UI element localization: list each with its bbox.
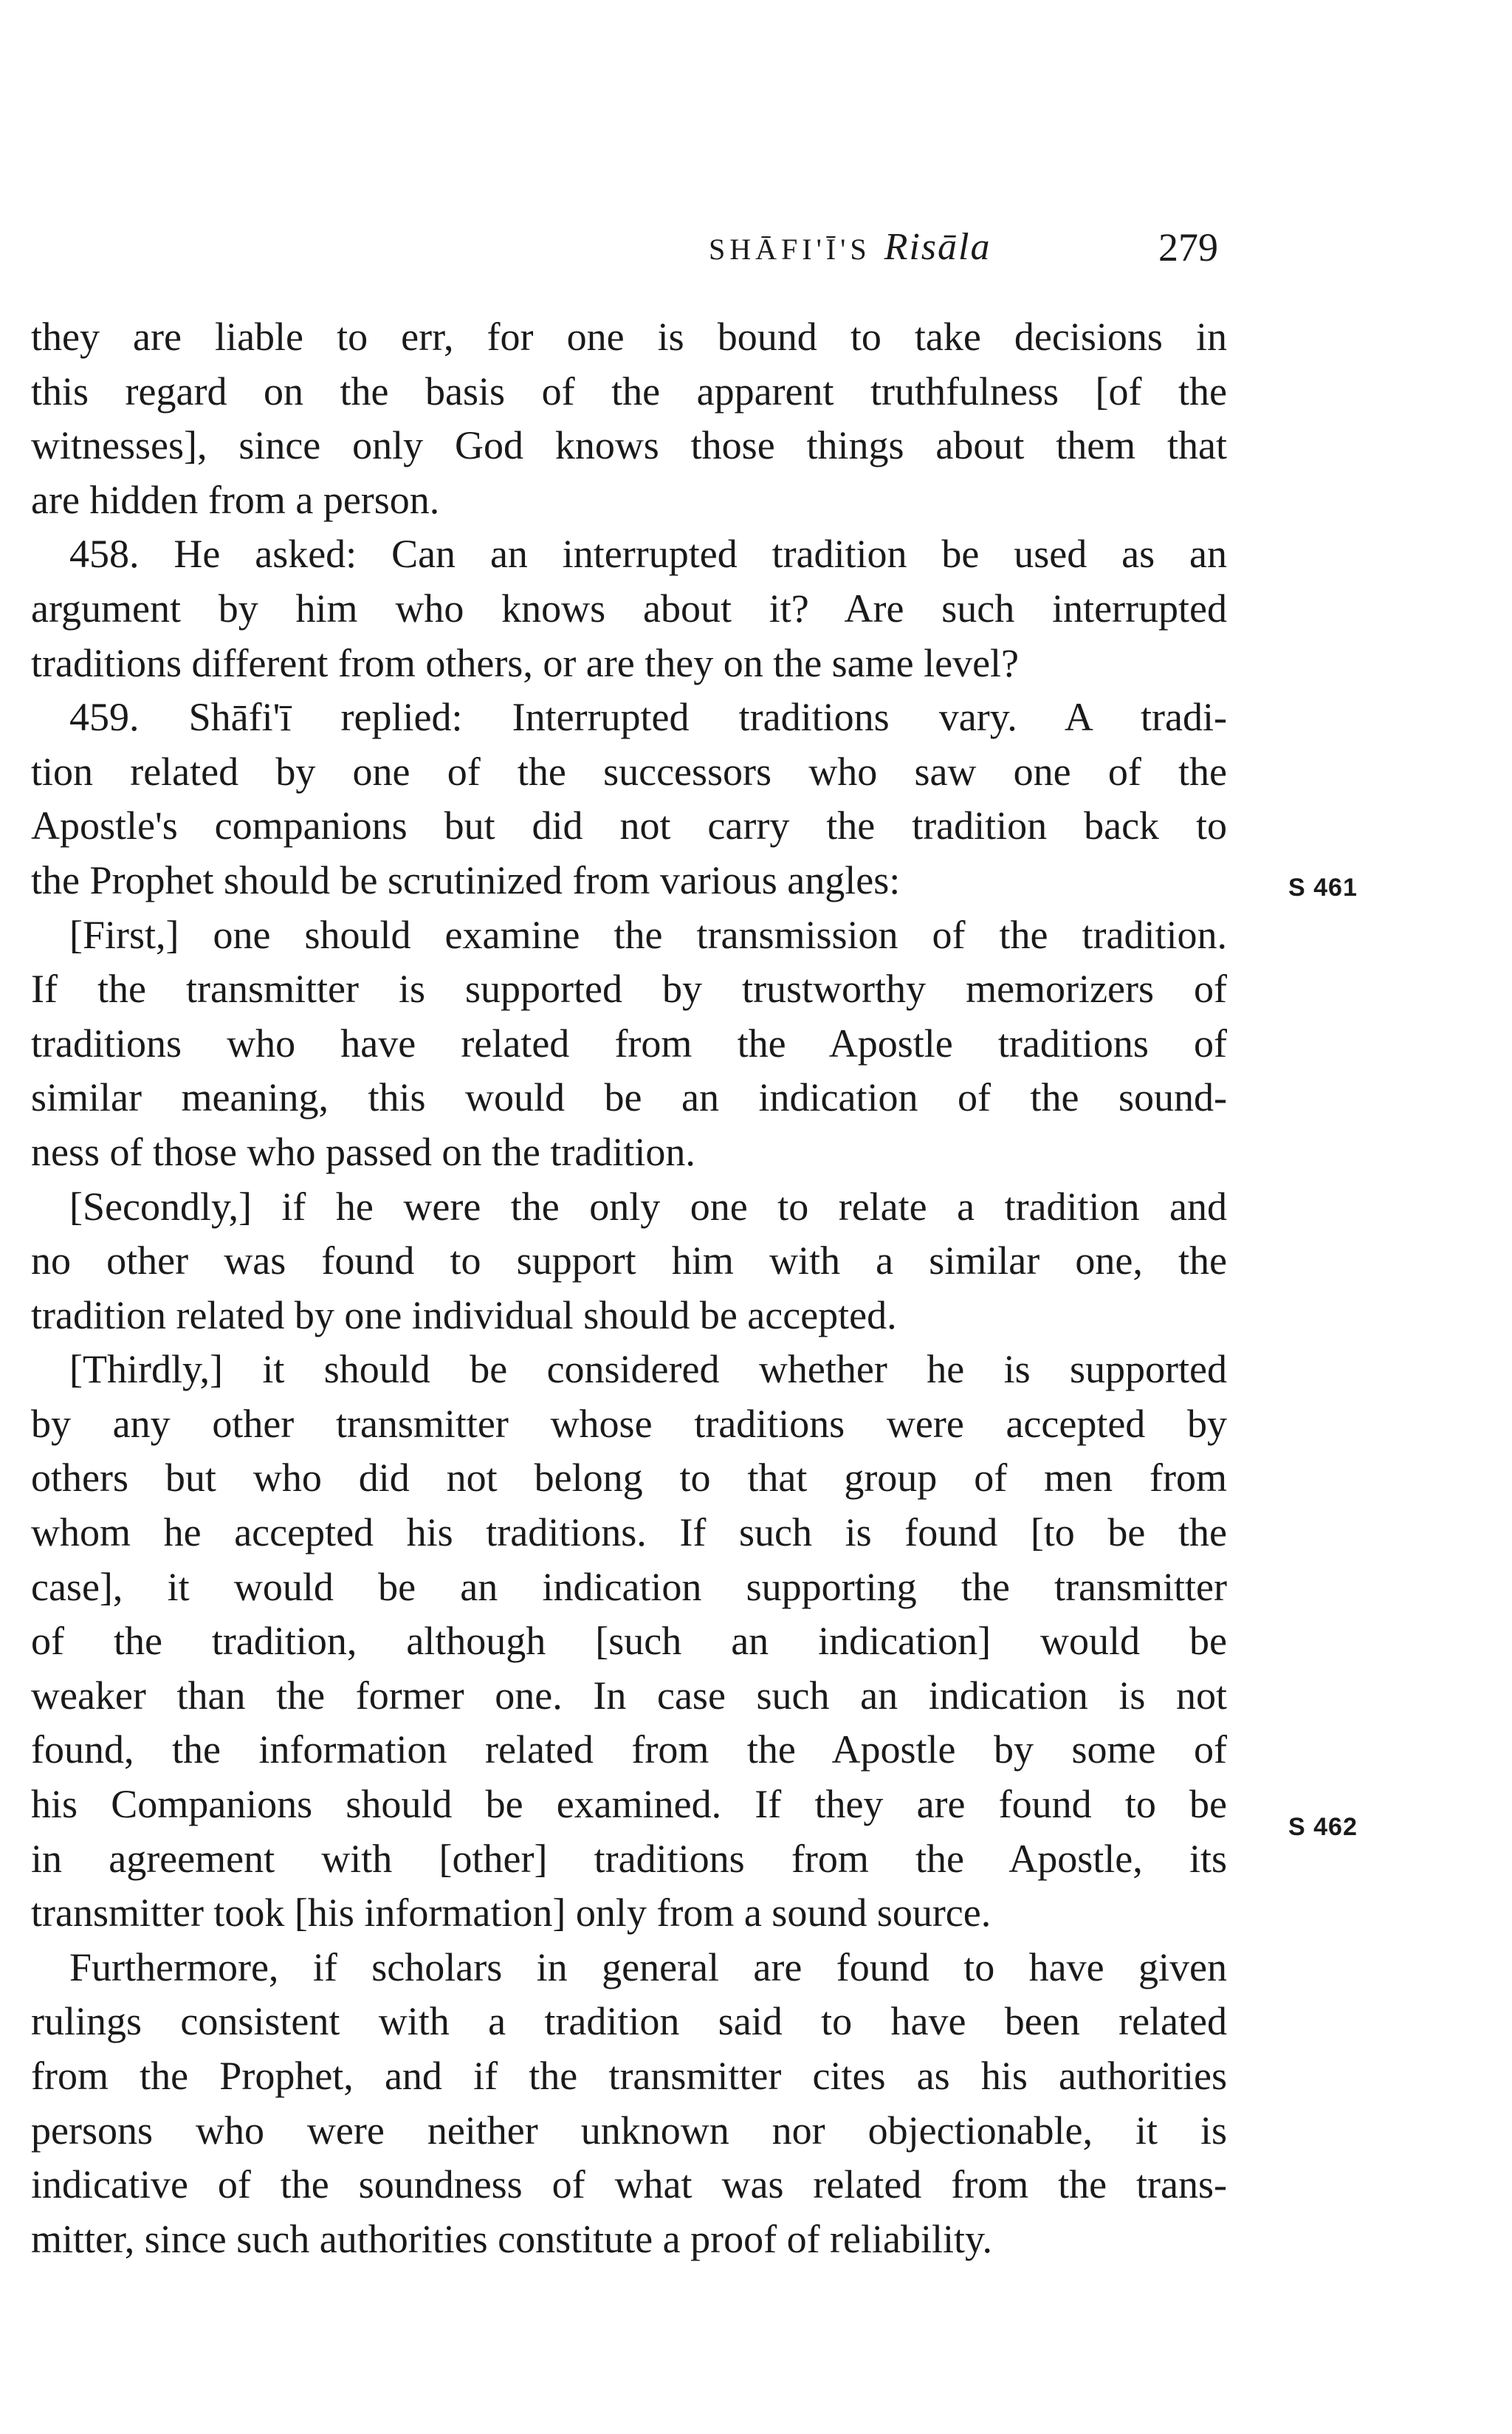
page-number: 279 bbox=[1158, 225, 1218, 270]
running-title-caps: SHĀFI'Ī'S bbox=[709, 233, 871, 266]
text-line: similar meaning, this would be an indication of the sound- bbox=[31, 1075, 1227, 1120]
text-line: whom he accepted his traditions. If such is found [to be the bbox=[31, 1510, 1227, 1555]
text-line: transmitter took [his information] only from a sound source. bbox=[31, 1890, 992, 1936]
text-line: rulings consistent with a tradition said to have been related bbox=[31, 1999, 1227, 2044]
paragraph-furthermore-start: Furthermore, if scholars in general are found to have given bbox=[69, 1944, 1227, 1989]
text-line: from the Prophet, and if the transmitter cites as his authorities bbox=[31, 2054, 1227, 2098]
body-text bbox=[31, 310, 1227, 2266]
text-line: his Companions should be examined. If they are found to be bbox=[31, 1782, 1227, 1827]
text-line: ness of those who passed on the tradition. bbox=[31, 1129, 695, 1174]
text-line: tion related by one of the successors who saw one of the bbox=[31, 749, 1227, 794]
text-line: witnesses], since only God knows those things about them that bbox=[31, 423, 1227, 468]
text-line: traditions who have related from the Apostle traditions of bbox=[31, 1021, 1227, 1066]
text-line: by any other transmitter whose traditions were accepted by bbox=[31, 1401, 1227, 1446]
text-line: argument by him who knows about it? Are such interrupted bbox=[31, 586, 1227, 631]
text-line: are hidden from a person. bbox=[31, 477, 440, 522]
text-line: they are liable to err, for one is bound to take decisions in bbox=[31, 315, 1227, 359]
text-line: this regard on the basis of the apparent truthfulness [of the bbox=[31, 368, 1227, 414]
text-line: of the tradition, although [such an indication] would be bbox=[31, 1619, 1227, 1664]
running-head bbox=[709, 222, 1218, 273]
text-line: persons who were neither unknown nor objectionable, it is bbox=[31, 2108, 1227, 2153]
paragraph-secondly-start: [Secondly,] if he were the only one to relate a tradition and bbox=[69, 1184, 1227, 1229]
paragraph-thirdly-start: [Thirdly,] it should be considered whether he is supported bbox=[69, 1347, 1227, 1392]
marginal-note-s462: S 462 bbox=[1288, 1813, 1358, 1841]
text-line: found, the information related from the Apostle by some of bbox=[31, 1727, 1227, 1772]
text-line: weaker than the former one. In case such an indication is not bbox=[31, 1673, 1227, 1718]
paragraph-459-start: 459. Shāfi'ī replied: Interrupted traditions vary. A tradi- bbox=[69, 695, 1227, 740]
paragraph-first-start: [First,] one should examine the transmission of the tradition. bbox=[69, 912, 1227, 957]
text-line: in agreement with [other] traditions from the Apostle, its bbox=[31, 1836, 1227, 1881]
running-title-italic: Risāla bbox=[884, 226, 992, 268]
text-line: mitter, since such authorities constitute a proof of reliability. bbox=[31, 2216, 992, 2261]
text-line: no other was found to support him with a similar one, the bbox=[31, 1238, 1227, 1283]
text-line: case], it would be an indication supporting the transmitter bbox=[31, 1564, 1227, 1609]
running-title bbox=[709, 222, 991, 275]
text-line: indicative of the soundness of what was related from the trans- bbox=[31, 2162, 1227, 2207]
marginal-note-s461: S 461 bbox=[1288, 874, 1358, 902]
text-line: If the transmitter is supported by trustworthy memorizers of bbox=[31, 967, 1227, 1012]
text-line: traditions different from others, or are they on the same level? bbox=[31, 640, 1020, 685]
paragraph-458-start: 458. He asked: Can an interrupted tradition be used as an bbox=[69, 532, 1227, 577]
text-line: Apostle's companions but did not carry the tradition back to bbox=[31, 803, 1227, 849]
text-line: the Prophet should be scrutinized from various angles: bbox=[31, 857, 901, 902]
text-line: others but who did not belong to that group of men from bbox=[31, 1456, 1227, 1501]
text-line: tradition related by one individual should be accepted. bbox=[31, 1292, 897, 1337]
